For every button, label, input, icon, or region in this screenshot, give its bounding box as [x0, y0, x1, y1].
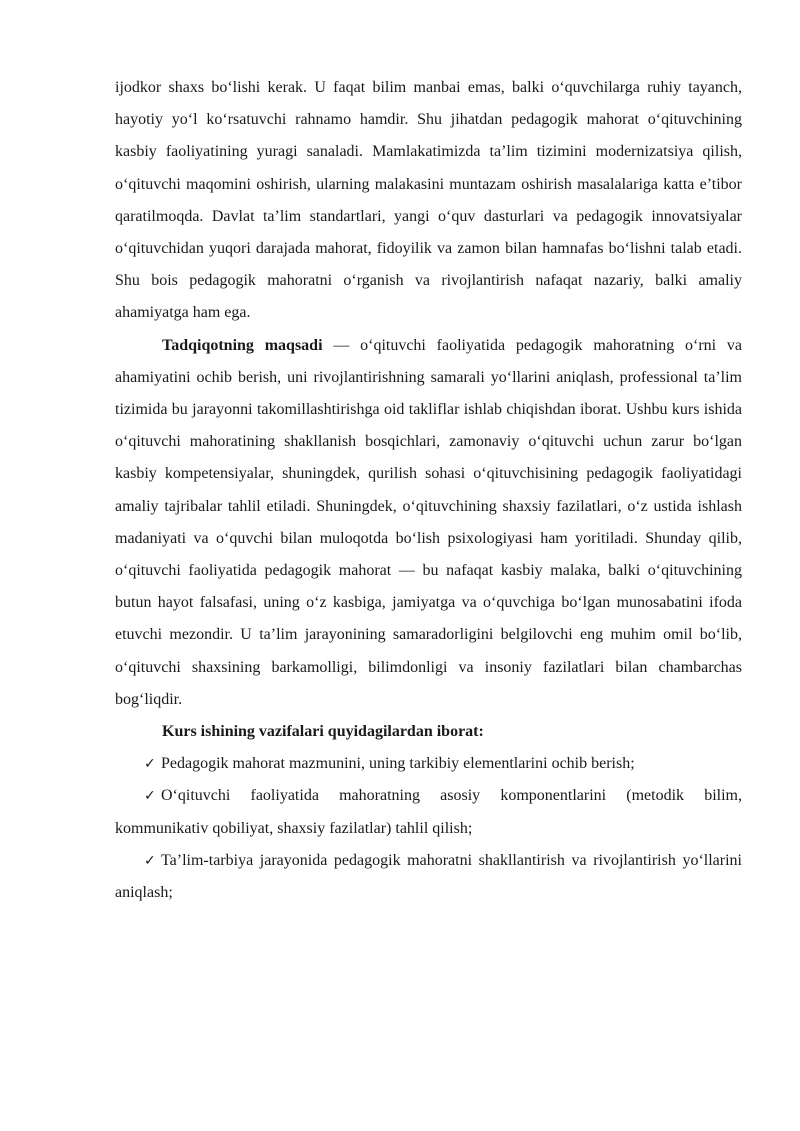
checkmark-icon: ✓	[144, 756, 156, 773]
tasks-heading: Kurs ishining vazifalari quyidagilardan iborat:	[162, 723, 484, 741]
task-item-3	[115, 845, 742, 909]
document-page	[115, 72, 742, 909]
goal-text: — o‘qituvchi faoliyatida pedagogik mahoratning o‘rni va ahamiyatini ochib berish, uni rivojlantirishning samarali yo‘llarini aniqlash, professional ta’lim tizimida bu jarayonni takomillashtirishga oid takliflar ishlab chiqishdan iborat. Ushbu kurs ishida o‘qituvchi mahoratining shakllanish bosqichlari, zamonaviy o‘qituvchi uchun zarur bo‘lgan kasbiy kompetensiyalar, shuningdek, qurilish sohasi o‘qituvchisining pedagogik faoliyatidagi amaliy tajribalar tahlil etiladi. Shuningdek, o‘qituvchining shaxsiy fazilatlari, o‘z ustida ishlash madaniyati va o‘quvchi bilan muloqotda bo‘lish psixologiyasi ham yoritiladi. Shunday qilib, o‘qituvchi faoliyatida pedagogik mahorat — bu nafaqat kasbiy malaka, balki o‘qituvchining butun hayot falsafasi, uning o‘z kasbiga, jamiyatga va o‘quvchiga bo‘lgan munosabatini ifoda etuvchi mezondir. U ta’lim jarayonining samaradorligini belgilovchi eng muhim omil bo‘lib, o‘qituvchi shaxsining barkamolligi, bilimdonligi va insoniy fazilatlari bilan chambarchas bog‘liqdir.	[115, 336, 742, 708]
task-item-text: O‘qituvchi faoliyatida mahoratning asosiy komponentlarini (metodik bilim, kommunikativ qobiliyat, shaxsiy fazilatlar) tahlil qilish;	[115, 787, 742, 837]
checkmark-icon: ✓	[144, 852, 156, 869]
intro-paragraph: ijodkor shaxs bo‘lishi kerak. U faqat bilim manbai emas, balki o‘quvchilarga ruhiy tayanch, hayotiy yo‘l ko‘rsatuvchi rahnamo hamdir. Shu jihatdan pedagogik mahorat o‘qituvchining kasbiy faoliyatining yuragi sanaladi. Mamlakatimizda ta’lim tizimini modernizatsiya qilish, o‘qituvchi maqomini oshirish, ularning malakasini muntazam oshirish masalalariga katta e’tibor qaratilmoqda. Davlat ta’lim standartlari, yangi o‘quv dasturlari va pedagogik innovatsiyalar o‘qituvchidan yuqori darajada mahorat, fidoyilik va zamon bilan hamnafas bo‘lishni talab etadi. Shu bois pedagogik mahoratni o‘rganish va rivojlantirish nafaqat nazariy, balki amaliy ahamiyatga ham ega.	[115, 79, 742, 322]
checkmark-icon: ✓	[144, 788, 156, 805]
goal-paragraph	[115, 330, 742, 716]
goal-label: Tadqiqotning maqsadi	[162, 336, 323, 354]
task-item-2	[115, 780, 742, 844]
task-item-text: Ta’lim-tarbiya jarayonida pedagogik mahoratni shakllantirish va rivojlantirish yo‘llarini aniqlash;	[115, 851, 742, 902]
task-item-1	[115, 748, 742, 780]
task-item-text: Pedagogik mahorat mazmunini, uning tarkibiy elementlarini ochib berish;	[161, 755, 635, 773]
